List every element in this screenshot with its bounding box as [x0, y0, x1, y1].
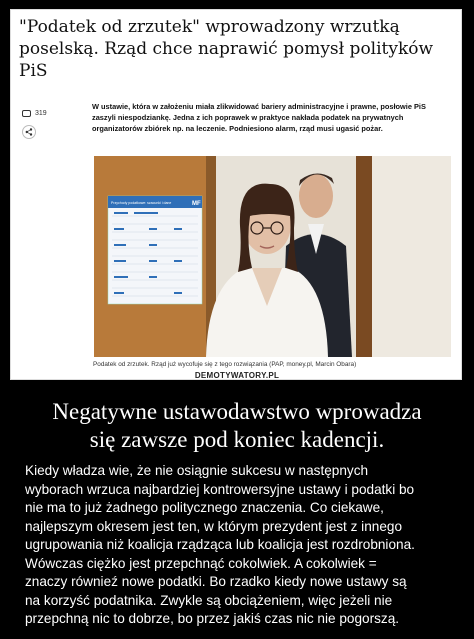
board-title: Przychody podatkowe: szacunki i dane [111, 201, 172, 205]
share-button[interactable] [22, 125, 36, 139]
comment-count: 319 [35, 110, 47, 117]
demotivator-body [25, 462, 455, 629]
body-line: Kiedy władza wie, że nie osiągnie sukcesu w następnych [25, 463, 369, 478]
title-line: Negatywne ustawodawstwo wprowadza [52, 399, 422, 424]
comment-icon [22, 110, 31, 117]
board-logo: MF [192, 201, 201, 207]
article-headline [19, 16, 455, 82]
demotivator-title [0, 398, 474, 454]
title-line: się zawsze pod koniec kadencji. [89, 427, 385, 452]
body-line: nie ma to już żadnego politycznego znaczenia. Co ciekawe, [25, 500, 384, 515]
body-line: znaczy równieź nowe podatki. Bo rzadko kiedy nowe ustawy są [25, 574, 407, 589]
body-line: na korzyść podatnika. Zwykle są obciążeniem, więc jeżeli nie [25, 592, 393, 608]
body-line: najlepszym okresem jest ten, w którym prezydent jest z innego [25, 518, 403, 534]
photo-illustration [94, 156, 451, 357]
headline-line: "Podatek od zrzutek" wprowadzony wrzutką [19, 17, 400, 37]
article-actions [22, 110, 62, 139]
body-line: Wówczas ciężko jest przepchnąć cokolwiek. A cokolwiek = [25, 555, 377, 571]
body-line: ugrupowania niż koalicja rządząca lub koalicja jest rozdrobniona. [25, 537, 415, 552]
lead-line: W ustawie, która w założeniu miała zlikwidować bariery administracyjne i prawne, posłowie PiS [92, 102, 426, 111]
photo-board [108, 196, 202, 304]
headline-line: PiS [19, 61, 48, 81]
lead-line: organizatorów zbiórek np. na leczenie. Podniesiono alarm, rząd musi ugasić pożar. [92, 124, 383, 133]
headline-line: poselską. Rząd chce naprawić pomysł polityków [19, 39, 434, 59]
comments-button[interactable] [22, 110, 62, 117]
share-icon [25, 128, 33, 136]
photo-caption: Podatek od zrzutek. Rząd już wycofuje się z tego rozwiązania (PAP, money.pl, Marcin Obara) [93, 361, 357, 368]
article-lead [92, 101, 452, 134]
article-photo [94, 156, 451, 357]
body-line: przepchną nic to dobrze, bo przez jakiś czas nic nie pogorszą. [25, 611, 400, 626]
lead-line: zaszyli niespodziankę. Jedna z ich poprawek w praktyce nakłada podatek na prywatnych [92, 113, 404, 122]
watermark: DEMOTYWATORY.PL [194, 371, 280, 380]
body-line: wyborach wrzuca najbardziej kontrowersyjne ustawy i podatki bo [25, 481, 415, 497]
